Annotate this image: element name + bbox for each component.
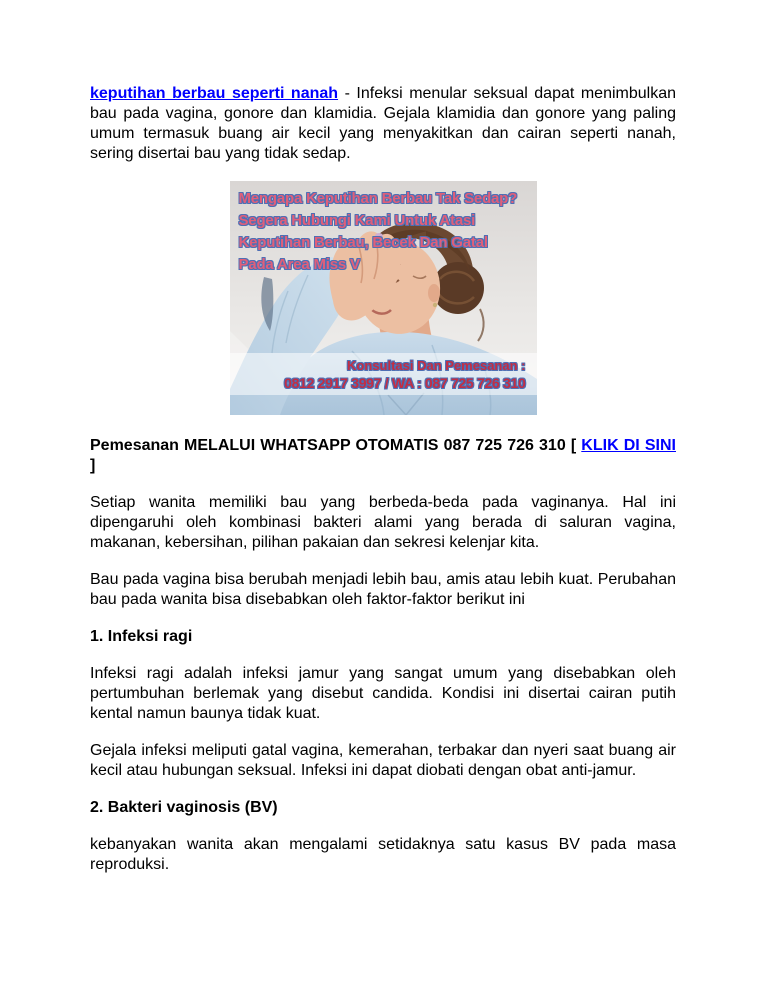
ear (428, 284, 440, 302)
order-paragraph (90, 436, 676, 476)
promo-headline (239, 188, 533, 276)
promo-image-wrap (90, 181, 676, 415)
paragraph-bau-vagina: Bau pada vagina bisa berubah menjadi lebih bau, amis atau lebih kuat. Perubahan bau pada wanita bisa disebabkan oleh faktor-faktor berikut ini (90, 571, 676, 608)
intro-link[interactable]: keputihan berbau seperti nanah (90, 85, 339, 102)
promo-headline-line: Pada Area Miss V (238, 256, 360, 273)
promo-contact (284, 357, 525, 392)
paragraph-infeksi-ragi-1: Infeksi ragi adalah infeksi jamur yang sangat umum yang disebabkan oleh pertumbuhan berlemak yang disebut candida. Kondisi ini disertai cairan putih kental namun baunya tidak kuat. (90, 665, 676, 722)
order-text-prefix: Pemesanan MELALUI WHATSAPP OTOMATIS 087 725 726 310 [ (90, 437, 582, 454)
intro-paragraph (90, 84, 676, 164)
paragraph-bv: kebanyakan wanita akan mengalami setidaknya satu kasus BV pada masa reproduksi. (90, 836, 676, 873)
contact-numbers: 0812 2917 3997 / WA : 087 725 726 310 (284, 375, 526, 391)
heading-bakteri-vaginosis: 2. Bakteri vaginosis (BV) (90, 799, 278, 816)
earring (432, 303, 436, 307)
promo-headline-line: Mengapa Keputihan Berbau Tak Sedap? (238, 190, 518, 207)
contact-label: Konsultasi Dan Pemesanan : (347, 358, 526, 373)
paragraph-infeksi-ragi-2: Gejala infeksi meliputi gatal vagina, kemerahan, terbakar dan nyeri saat buang air kecil atau hubungan seksual. Infeksi ini dapat diobati dengan obat anti-jamur. (90, 742, 676, 779)
intro-text: - Infeksi menular seksual dapat menimbulkan bau pada vagina, gonore dan klamidia. Gejala klamidia dan gonore yang paling umum termasuk buang air kecil yang menyakitkan dan cairan seperti nanah, sering disertai bau yang tidak sedap. (90, 85, 677, 162)
promo-image (230, 181, 537, 415)
promo-headline-line: Keputihan Berbau, Becek Dan Gatal (238, 234, 488, 251)
order-text-suffix: ] (90, 457, 96, 474)
order-link[interactable]: KLIK DI SINI (581, 437, 676, 454)
heading-infeksi-ragi: 1. Infeksi ragi (90, 628, 193, 645)
promo-headline-line: Segera Hubungi Kami Untuk Atasi (238, 212, 476, 229)
paragraph-setiap-wanita: Setiap wanita memiliki bau yang berbeda-beda pada vaginanya. Hal ini dipengaruhi oleh kombinasi bakteri alami yang berada di saluran vagina, makanan, kebersihan, pilihan pakaian dan sekresi kelenjar kita. (90, 494, 676, 551)
